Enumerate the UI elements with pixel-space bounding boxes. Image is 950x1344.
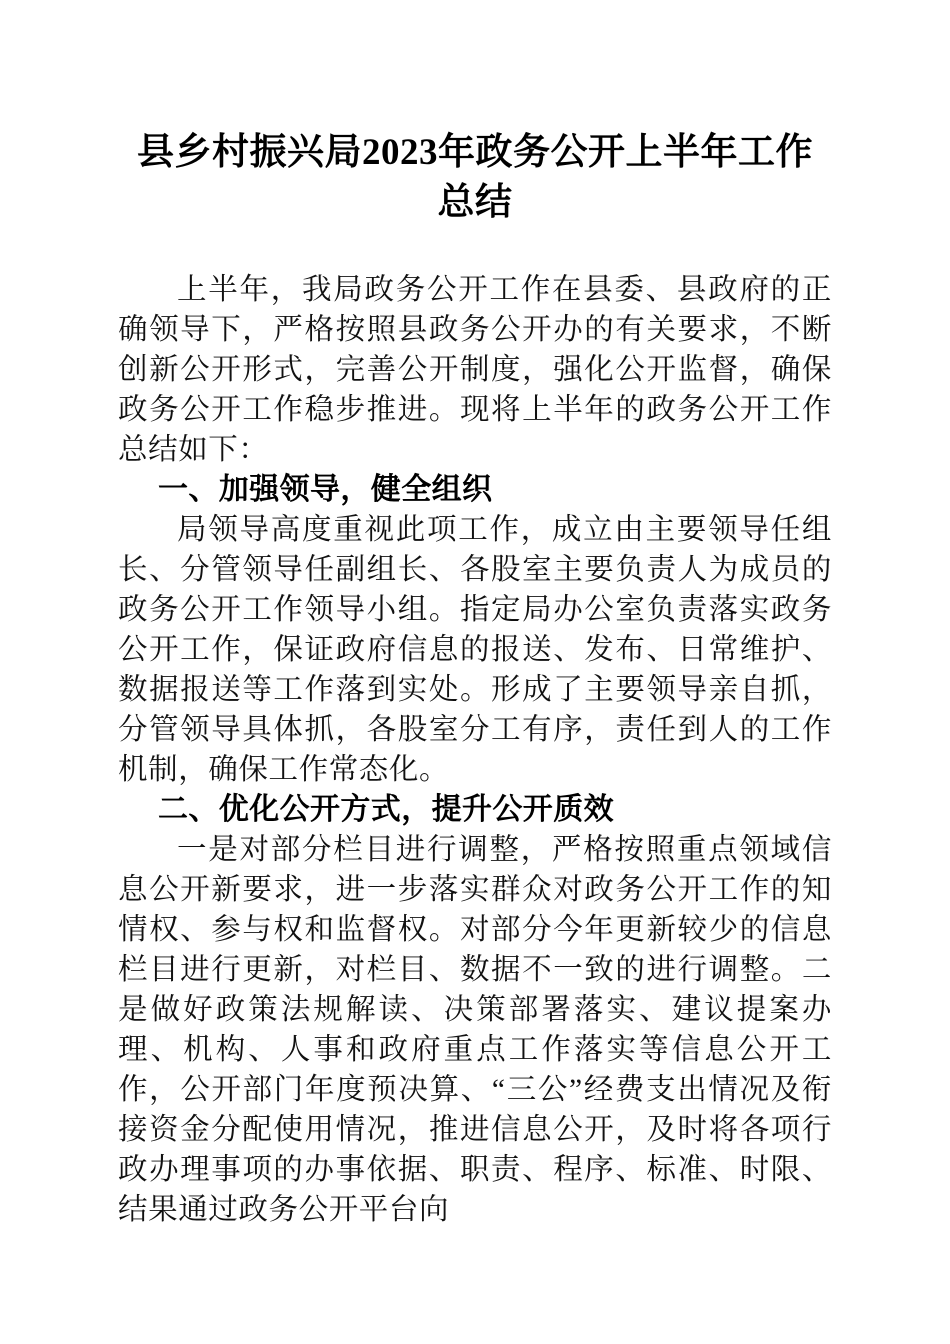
- title-spacer: [118, 228, 832, 270]
- section-heading-two: 二、优化公开方式，提升公开质效: [158, 793, 614, 826]
- section-heading-one: 一、加强领导，健全组织: [158, 473, 493, 506]
- paragraph-section-one: 局领导高度重视此项工作，成立由主要领导任组长、分管领导任副组长、各股室主要负责人为成员的政务公开工作领导小组。指定局办公室负责落实政务公开工作，保证政府信息的报送、发布、日常维护、数据报送等工作落到实处。形成了主要领导亲自抓，分管领导具体抓，各股室分工有序，责任到人的工作机制，确保工作常态化。: [118, 514, 832, 786]
- document-body: [118, 0, 832, 1230]
- paragraph-intro: 上半年，我局政务公开工作在县委、县政府的正确领导下，严格按照县政务公开办的有关要求，不断创新公开形式，完善公开制度，强化公开监督，确保政务公开工作稳步推进。现将上半年的政务公开工作总结如下：: [118, 274, 832, 466]
- paragraph-section-two: 一是对部分栏目进行调整，严格按照重点领域信息公开新要求，进一步落实群众对政务公开工作的知情权、参与权和监督权。对部分今年更新较少的信息栏目进行更新，对栏目、数据不一致的进行调整。二是做好政策法规解读、决策部署落实、建议提案办理、机构、人事和政府重点工作落实等信息公开工作，公开部门年度预决算、“三公”经费支出情况及衔接资金分配使用情况，推进信息公开，及时将各项行政办理事项的办事依据、职责、程序、标准、时限、结果通过政务公开平台向: [118, 834, 832, 1226]
- document-title: 县乡村振兴局2023年政务公开上半年工作总结: [137, 132, 813, 223]
